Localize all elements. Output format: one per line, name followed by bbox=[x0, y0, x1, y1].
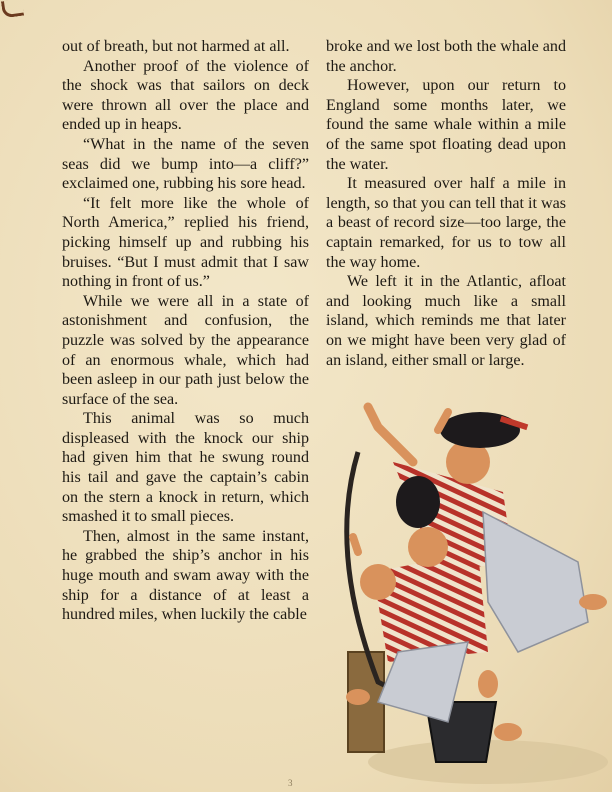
right-text-column bbox=[326, 37, 566, 370]
paragraph: broke and we lost both the whale and the anchor. bbox=[326, 38, 566, 75]
sailor-head bbox=[408, 527, 448, 567]
paragraph: It measured over half a mile in length, so that you can tell that it was a beast of record size—too large, the captain remarked, for us to tow all the way home. bbox=[326, 175, 567, 271]
sailor-arm bbox=[368, 407, 413, 462]
sailor-trousers bbox=[483, 512, 588, 652]
paragraph: out of breath, but not harmed at all. bbox=[62, 38, 290, 55]
corner-ink-mark bbox=[1, 0, 24, 18]
page-number: 3 bbox=[288, 778, 293, 788]
left-text-column bbox=[62, 37, 309, 625]
paragraph: “What in the name of the seven seas did we bump into—a cliff?” exclaimed one, rubbing his sore head. bbox=[62, 135, 309, 193]
sailor-hat bbox=[440, 412, 520, 448]
sailor-foot bbox=[579, 594, 607, 610]
paragraph: Another proof of the violence of the shock was that sailors on deck were thrown all over the place and ended up in heaps. bbox=[62, 57, 309, 134]
sailor-foot bbox=[346, 689, 370, 705]
paragraph: We left it in the Atlantic, afloat and looking much like a small island, which reminds me that later on we might have been very glad of an island, either small or large. bbox=[326, 273, 566, 369]
sailors-tumbling-illustration bbox=[318, 402, 610, 790]
sailor-foot bbox=[478, 670, 498, 698]
paragraph: Then, almost in the same instant, he grabbed the ship’s anchor in his huge mouth and swam away with the ship for a distance of at least a hundred miles, when luckily the cable bbox=[62, 527, 309, 624]
sailor-torso-front bbox=[373, 552, 488, 662]
sailor-arm bbox=[353, 537, 358, 552]
paragraph: However, upon our return to England some months later, we found the same whale within a mile of the same spot floating dead upon the water. bbox=[326, 77, 566, 173]
paragraph: This animal was so much displeased with the knock our ship had given him that he swung round his tail and gave the captain’s cabin on the stern a knock in return, which smashed it to small pieces. bbox=[62, 410, 309, 526]
sailor-head bbox=[360, 564, 396, 600]
paragraph: “It felt more like the whole of North America,” replied his friend, picking himself up and rubbing his bruises. “But I must admit that I saw nothing in front of us.” bbox=[62, 194, 309, 291]
sailor-hat bbox=[396, 476, 440, 528]
sailor-foot bbox=[494, 723, 522, 741]
paragraph: While we were all in a state of astonishment and confusion, the puzzle was solved by the appearance of an enormous whale, which had been asleep in our path just below the surface of the sea. bbox=[62, 292, 309, 408]
